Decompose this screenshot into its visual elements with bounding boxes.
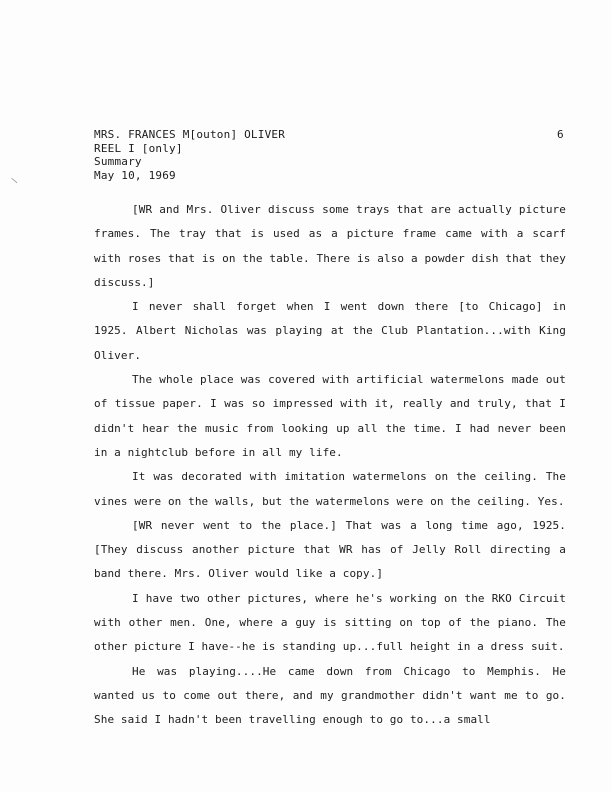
interviewee-name: MRS. FRANCES M[outon] OLIVER — [94, 128, 286, 141]
paragraph: It was decorated with imitation watermelons on the ceiling. The vines were on the walls, but the watermelons were on the ceiling. Yes. — [94, 470, 566, 508]
document-type: Summary — [94, 155, 142, 168]
paragraph: I have two other pictures, where he's working on the RKO Circuit with other men. One, where a guy is sitting on top of the piano. The other picture I have--he is standing up...full height in a dress suit. — [94, 591, 566, 654]
reel-label: REEL I [only] — [94, 141, 183, 155]
paragraph: He was playing....He came down from Chicago to Memphis. He wanted us to come out there, and my grandmother didn't want me to go. She said I hadn't been travelling enough to go to...a small — [94, 664, 566, 727]
interview-date: May 10, 1969 — [94, 168, 176, 182]
transcript-body — [94, 198, 566, 733]
paragraph: I never shall forget when I went down there [to Chicago] in 1925. Albert Nicholas was playing at the Club Plantation...with King Oliver. — [94, 300, 566, 362]
page-number: 6 — [557, 128, 564, 141]
paragraph: [WR never went to the place.] That was a long time ago, 1925. [They discuss another picture that WR has of Jelly Roll directing a band there. Mrs. Oliver would like a copy.] — [94, 518, 566, 581]
stray-mark: \ — [10, 175, 19, 186]
paragraph: [WR and Mrs. Oliver discuss some trays that are actually picture frames. The tray that is used as a picture frame came with a scarf with roses that is on the table. There is also a powder dish that they discuss.] — [94, 203, 566, 289]
paragraph: The whole place was covered with artificial watermelons made out of tissue paper. I was so impressed with it, really and truly, that I didn't hear the music from looking up all the time. I had never been in a nightclub before in all my life. — [94, 373, 566, 459]
transcript-header — [94, 128, 574, 182]
